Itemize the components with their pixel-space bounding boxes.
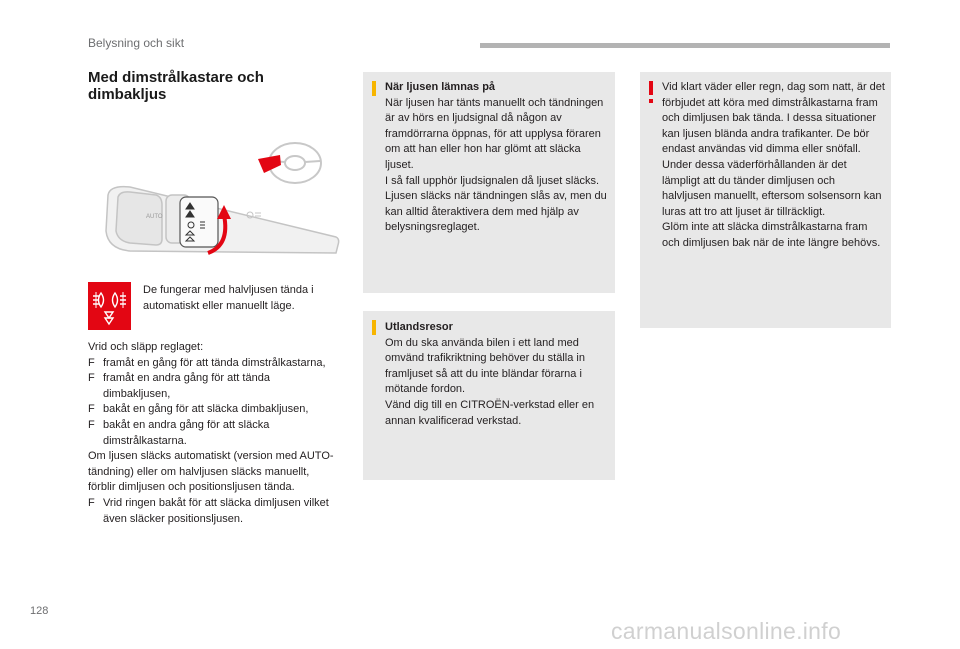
page-title: Med dimstrålkastare och dimbakljus (88, 69, 264, 103)
info-icon (372, 81, 376, 96)
section-header: Belysning och sikt (88, 36, 185, 50)
page-number: 128 (30, 605, 49, 617)
info-box-title: Utlandsresor (385, 321, 453, 333)
auto-lights-note: Om ljusen släcks automatiskt (version med AUTO-tändning) eller om halvljusen släcks manuellt, förblir dimljusen och positionsljusen tända. (88, 450, 334, 494)
warning-icon (649, 81, 653, 95)
watermark: carmanualsonline.info (611, 618, 842, 644)
list-item: F bakåt en gång för att släcka dimbakljusen, (88, 402, 338, 418)
header-bar (480, 43, 890, 48)
list-item: F Vrid ringen bakåt för att släcka dimljusen vilket även släcker positionsljusen. (88, 496, 329, 525)
info-icon (372, 320, 376, 335)
icon-description: De fungerar med halvljusen tända i automatiskt eller manuellt läge. (143, 284, 314, 312)
bullet-marker: F (88, 403, 95, 416)
fog-lights-icon-box (88, 282, 131, 330)
bullet-marker: F (88, 496, 95, 509)
info-box-travel-abroad: Utlandsresor Om du ska använda bilen i ett land med omvänd trafikriktning behöver du ställa in framljuset så att du inte bländar förarna i mötande fordon. Vänd dig till en CITROËN-verkstad eller en annan kvalificerad verkstad. (363, 311, 615, 480)
info-box-title: När ljusen lämnas på (385, 81, 496, 93)
list-item: F framåt en andra gång för att tända dimbakljusen, (88, 372, 270, 400)
instructions-column (88, 340, 338, 527)
fog-lights-icon (88, 282, 131, 330)
stalk-auto-label: AUTO (146, 214, 163, 220)
info-box-lights-left-on: När ljusen lämnas på När ljusen har tänts manuellt och tändningen är av hörs en ljudsignal då någon av framdörrarna öppnas, för att upplysa föraren om att han eller hon har glömt att släcka ljuset. I så fall upphör ljudsignalen då ljuset släcks. Ljusen släcks när tändningen slås av, men du kan alltid återaktivera dem med hjälp av belysningsreglaget. (363, 72, 615, 293)
list-item: F bakåt en andra gång för att släcka dimstrålkastarna. (88, 418, 270, 447)
bullet-marker: F (88, 372, 95, 385)
instructions-intro: Vrid och släpp reglaget: (88, 341, 204, 353)
bullet-marker: F (88, 418, 95, 431)
warning-box: Vid klart väder eller regn, dag som natt, är det förbjudet att köra med dimstrålkastarna fram och dimljusen bak tända. I dessa situationer kan ljusen blända andra trafikanter. De bör endast användas vid dimma eller snöfall. Under dessa väderförhållanden är det lämpligt att du tänder dimljusen och halvljusen manuellt, eftersom solsensorn kan luras att tro att ljuset är tillräckligt. Glöm inte att släcka dimstrålkastarna fram och dimljusen bak när de inte längre behövs. (640, 72, 891, 328)
light-stalk-illustration (100, 135, 342, 265)
list-item: F framåt en gång för att tända dimstrålkastarna, (88, 356, 338, 372)
stalk-position-indicator (258, 155, 281, 173)
bullet-marker: F (88, 356, 95, 369)
